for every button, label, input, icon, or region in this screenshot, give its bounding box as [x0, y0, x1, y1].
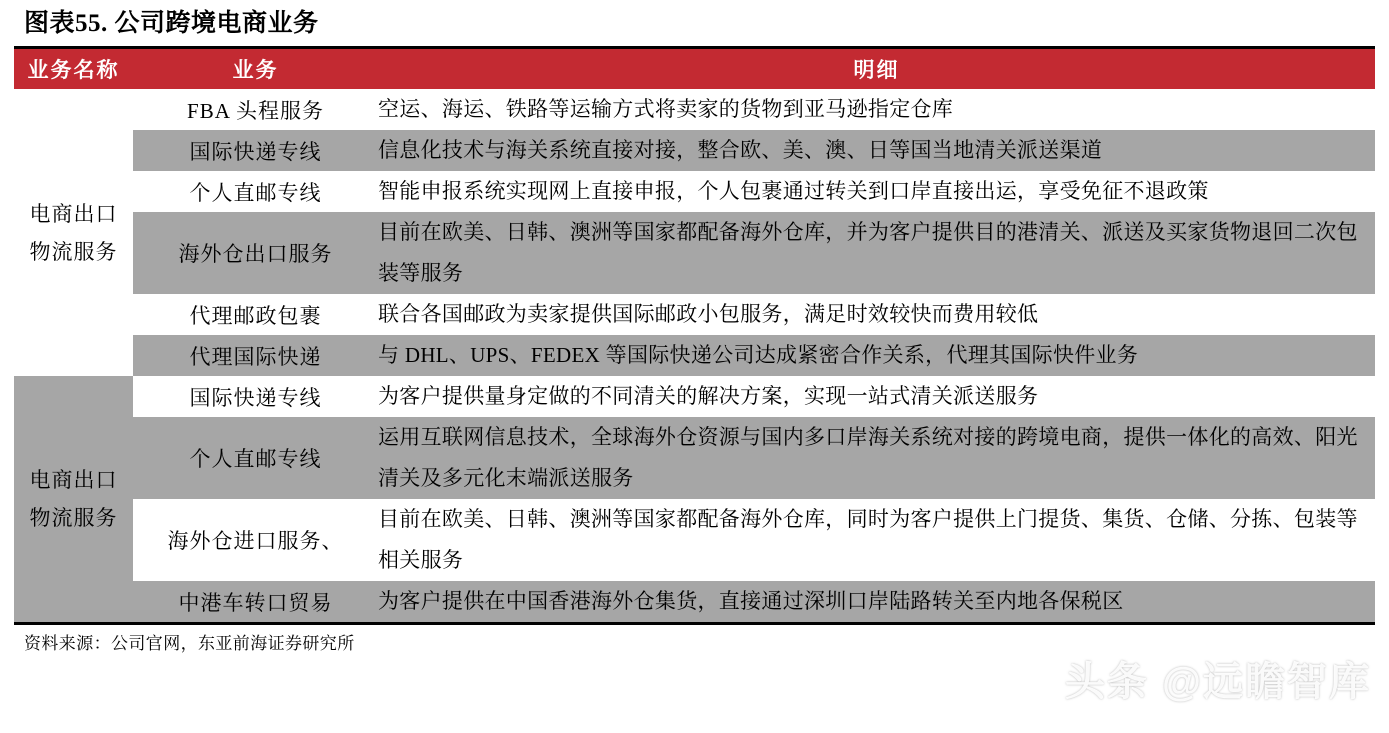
- detail-cell: 空运、海运、铁路等运输方式将卖家的货物到亚马逊指定仓库: [378, 89, 1375, 130]
- detail-cell: 运用互联网信息技术，全球海外仓资源与国内多口岸海关系统对接的跨境电商，提供一体化的高效、阳光清关及多元化末端派送服务: [378, 417, 1375, 499]
- table-row: [14, 581, 1375, 622]
- business-cell: 国际快递专线: [133, 376, 378, 417]
- group-name-line-2: 物流服务: [29, 239, 118, 264]
- business-cell: 国际快递专线: [133, 130, 378, 171]
- group-name-line-2: 物流服务: [29, 506, 118, 530]
- column-header-business: 业务: [133, 49, 378, 89]
- table-row: [14, 130, 1375, 171]
- table-row: [14, 376, 1375, 417]
- business-cell: 代理国际快递: [133, 335, 378, 376]
- column-header-business-name: 业务名称: [14, 49, 133, 89]
- table-header-row: [14, 49, 1375, 89]
- detail-cell: 为客户提供在中国香港海外仓集货，直接通过深圳口岸陆路转关至内地各保税区: [378, 581, 1375, 622]
- business-cell: 海外仓进口服务、: [133, 499, 378, 581]
- business-cell: 海外仓出口服务: [133, 212, 378, 294]
- detail-cell: 信息化技术与海关系统直接对接，整合欧、美、澳、日等国当地清关派送渠道: [378, 130, 1375, 171]
- business-cell: FBA 头程服务: [133, 89, 378, 130]
- group-name-cell-2: [14, 376, 133, 622]
- detail-cell: 与 DHL、UPS、FEDEX 等国际快递公司达成紧密合作关系，代理其国际快件业务: [378, 335, 1375, 376]
- source-note: 资料来源：公司官网，东亚前海证券研究所: [24, 634, 355, 653]
- group-name-cell-1: [14, 89, 133, 376]
- business-cell: 代理邮政包裹: [133, 294, 378, 335]
- group-name-line-1: 电商出口: [29, 201, 118, 226]
- table-row: [14, 89, 1375, 130]
- table-row: [14, 294, 1375, 335]
- page-title: 图表55. 公司跨境电商业务: [24, 10, 319, 37]
- business-cell: 中港车转口贸易: [133, 581, 378, 622]
- detail-cell: 目前在欧美、日韩、澳洲等国家都配备海外仓库，同时为客户提供上门提货、集货、仓储、分拣、包装等相关服务: [378, 499, 1375, 581]
- group-name-line-1: 电商出口: [29, 468, 118, 492]
- detail-cell: 联合各国邮政为卖家提供国际邮政小包服务，满足时效较快而费用较低: [378, 294, 1375, 335]
- detail-cell: 目前在欧美、日韩、澳洲等国家都配备海外仓库，并为客户提供目的港清关、派送及买家货物退回二次包装等服务: [378, 212, 1375, 294]
- business-table: [14, 49, 1375, 622]
- business-cell: 个人直邮专线: [133, 417, 378, 499]
- table-row: [14, 499, 1375, 581]
- table-row: [14, 335, 1375, 376]
- watermark-text: 头条 @远瞻智库: [1064, 660, 1371, 704]
- table-body: [14, 89, 1375, 622]
- detail-cell: 为客户提供量身定做的不同清关的解决方案，实现一站式清关派送服务: [378, 376, 1375, 417]
- detail-cell: 智能申报系统实现网上直接申报，个人包裹通过转关到口岸直接出运，享受免征不退政策: [378, 171, 1375, 212]
- column-header-detail: 明细: [378, 49, 1375, 89]
- table-row: [14, 212, 1375, 294]
- table-row: [14, 171, 1375, 212]
- table-row: [14, 417, 1375, 499]
- business-cell: 个人直邮专线: [133, 171, 378, 212]
